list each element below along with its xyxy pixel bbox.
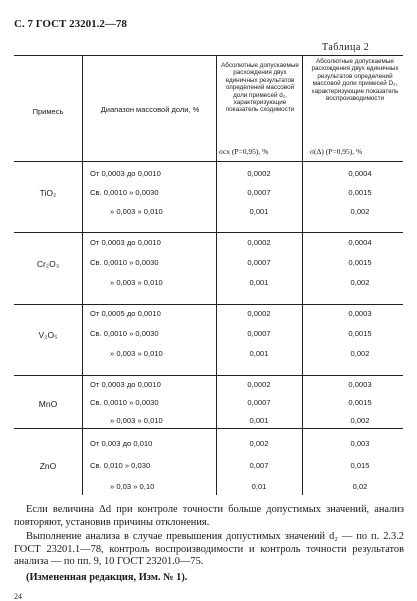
table-col-divider-2: [216, 55, 217, 495]
range-cell: Св. 0,0010 » 0,0030: [90, 329, 159, 338]
d2-cell: 0,001: [249, 278, 269, 287]
range-cell: Св. 0,0010 » 0,0030: [90, 188, 159, 197]
range-cell: » 0,003 » 0,010: [110, 416, 163, 425]
D2-cell: 0,002: [350, 207, 370, 216]
d2-cell: 0,0002: [247, 309, 271, 318]
D2-cell: 0,0003: [348, 380, 372, 389]
D2-cell: 0,003: [350, 439, 370, 448]
D2-cell: 0,002: [350, 416, 370, 425]
range-cell: От 0,0003 до 0,0010: [90, 238, 161, 247]
d2-cell: 0,001: [249, 416, 269, 425]
table-header-rule: [14, 161, 403, 162]
D2-cell: 0,002: [350, 349, 370, 358]
D2-cell: 0,0004: [348, 169, 372, 178]
table-label: Таблица 2: [322, 42, 370, 53]
D2-cell: 0,02: [352, 482, 368, 491]
group-divider: [14, 428, 403, 429]
D2-cell: 0,015: [350, 461, 370, 470]
paragraph: Выполнение анализа в случае превышения допустимых значений d₂ — по п. 2.3.2 ГОСТ 23201.1—78, контроль воспроизводимости и контроль точности результатов анализа — по пп. 9, 10 ГОСТ 23201.0—75.: [14, 531, 404, 568]
d2-cell: 0,0007: [247, 329, 271, 338]
impurity-name: TiO₂: [39, 188, 57, 198]
d2-cell: 0,0002: [247, 380, 271, 389]
D2-cell: 0,0015: [348, 329, 372, 338]
range-cell: От 0,0005 до 0,0010: [90, 309, 161, 318]
group-divider: [14, 232, 403, 233]
table-col-divider-3: [302, 55, 303, 495]
range-cell: » 0,003 » 0,010: [110, 207, 163, 216]
group-divider: [14, 304, 403, 305]
range-cell: » 0,003 » 0,010: [110, 278, 163, 287]
col-head-abs-d2: Абсолютные допускаемые расхождения двух единичных результатов определений массовой доли примесей d₂, характеризующие показатель сходимости: [221, 62, 299, 114]
d2-cell: 0,0007: [247, 258, 271, 267]
range-cell: От 0,0003 до 0,0010: [90, 169, 161, 178]
D2-cell: 0,0004: [348, 238, 372, 247]
amendment-note: (Измененная редакция, Изм. № 1).: [26, 572, 188, 583]
col-head-impurity: Примесь: [32, 107, 64, 116]
d2-cell: 0,0002: [247, 238, 271, 247]
d2-cell: 0,001: [249, 349, 269, 358]
group-divider: [14, 375, 403, 376]
d2-cell: 0,0007: [247, 398, 271, 407]
range-cell: От 0,003 до 0,010: [90, 439, 153, 448]
table-top-rule: [14, 55, 403, 56]
col-head-range: Диапазон массовой доли, %: [100, 105, 200, 114]
D2-cell: 0,0015: [348, 188, 372, 197]
d2-cell: 0,002: [249, 439, 269, 448]
range-cell: » 0,03 » 0,10: [110, 482, 155, 491]
range-cell: Св. 0,0010 » 0,0030: [90, 398, 159, 407]
page-number: 24: [14, 592, 22, 601]
range-cell: От 0,0003 до 0,0010: [90, 380, 161, 389]
col-head-abs-d2-sigma: σсх (P=0,95), %: [219, 147, 269, 156]
impurity-name: V₂O₅: [38, 330, 58, 340]
impurity-name: Cr₂O₃: [36, 259, 60, 269]
D2-cell: 0,0015: [348, 258, 372, 267]
D2-cell: 0,0003: [348, 309, 372, 318]
d2-cell: 0,01: [251, 482, 267, 491]
d2-cell: 0,007: [249, 461, 269, 470]
range-cell: Св. 0,0010 » 0,0030: [90, 258, 159, 267]
D2-cell: 0,0015: [348, 398, 372, 407]
range-cell: » 0,003 » 0,010: [110, 349, 163, 358]
table-col-divider-1: [82, 55, 83, 495]
d2-cell: 0,001: [249, 207, 269, 216]
paragraph: Если величина Δd при контроле точности больше допустимых значений, анализ повторяют, установив причины отклонения.: [14, 504, 404, 528]
D2-cell: 0,002: [350, 278, 370, 287]
page-header: С. 7 ГОСТ 23201.2—78: [14, 18, 127, 30]
col-head-abs-D2: Абсолютные допускаемые расхождения двух единичных результатов определений массовой доли примесей D₂, характеризующие показатель воспроизводимости: [311, 58, 399, 103]
impurity-name: MnO: [38, 399, 58, 409]
d2-cell: 0,0007: [247, 188, 271, 197]
d2-cell: 0,0002: [247, 169, 271, 178]
impurity-name: ZnO: [39, 461, 57, 471]
col-head-abs-D2-sigma: σ(Δ) (P=0,95), %: [310, 147, 363, 156]
range-cell: Св. 0,010 » 0,030: [90, 461, 151, 470]
